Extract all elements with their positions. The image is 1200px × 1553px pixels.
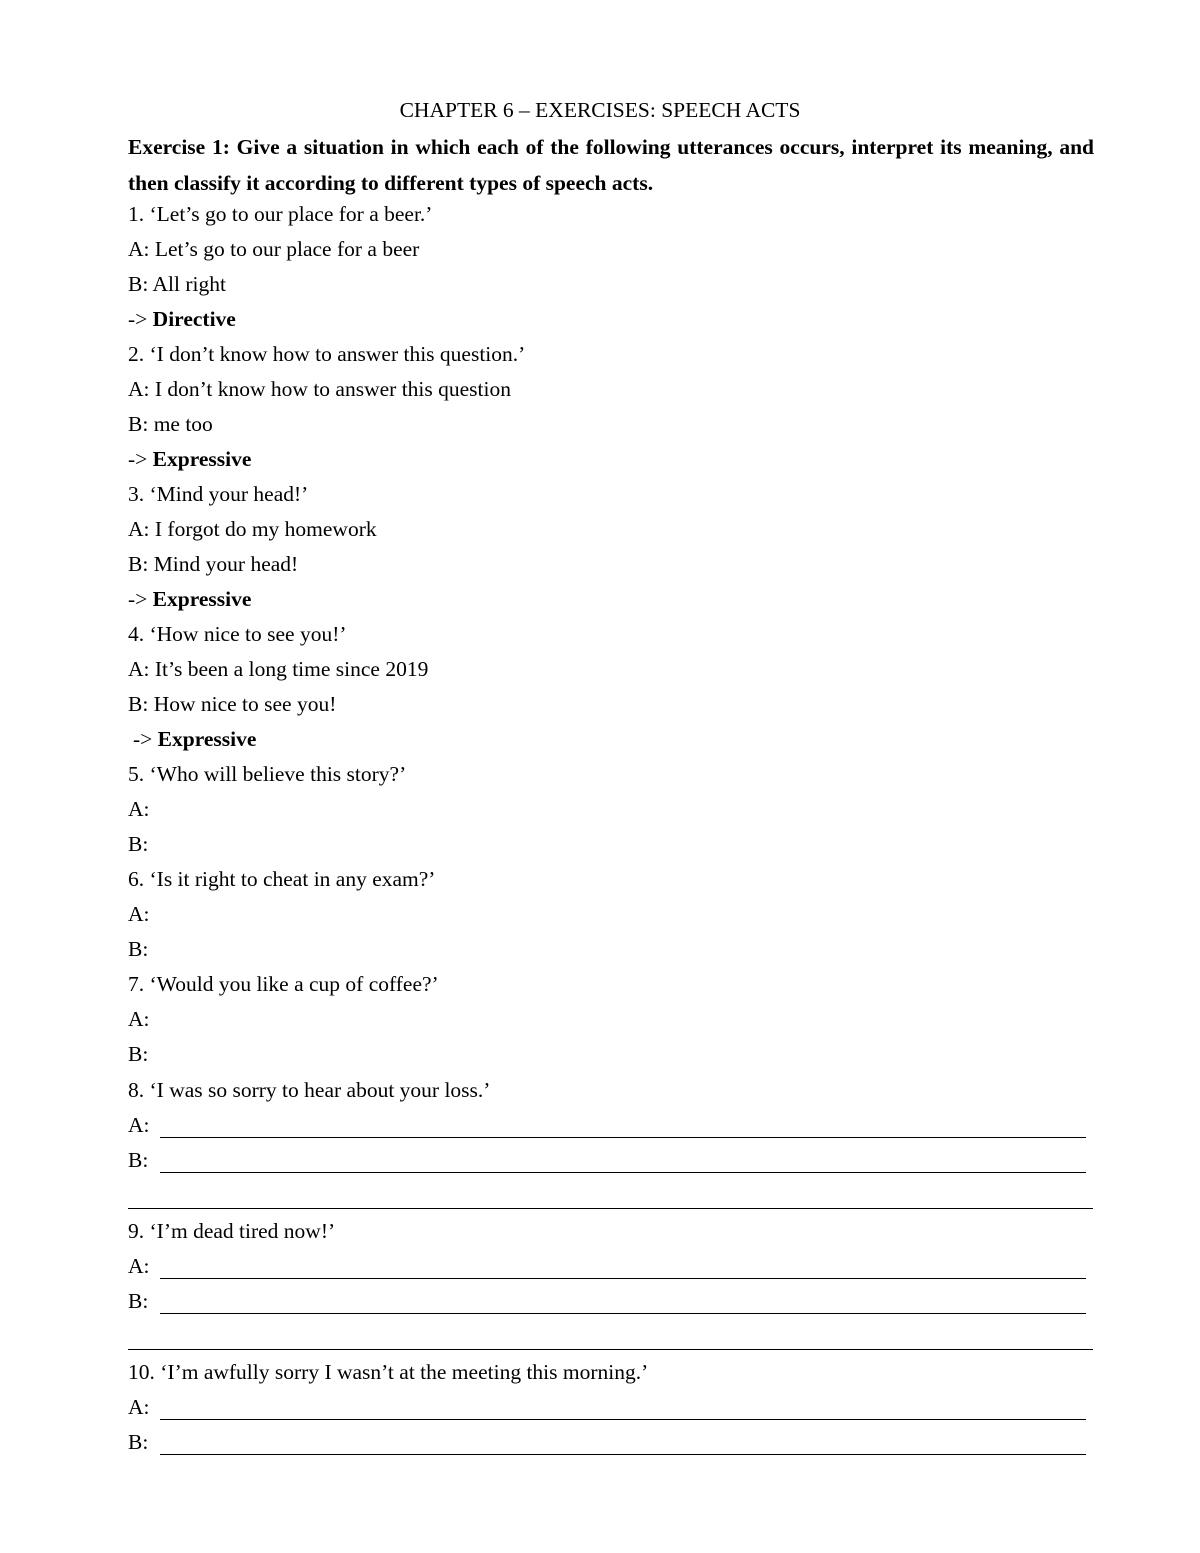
- speaker-a-line-8: A:: [128, 1113, 150, 1137]
- speaker-a-line-6: A:: [128, 902, 150, 926]
- answer-blank[interactable]: [128, 1208, 1093, 1209]
- exercise-instruction: Exercise 1: Give a situation in which each of the following utterances occurs, interpret its meaning, and then classify it according to different types of speech acts.: [128, 135, 1094, 195]
- utterance-7: 7. ‘Would you like a cup of coffee?’: [128, 972, 439, 996]
- answer-blank[interactable]: [128, 1349, 1093, 1350]
- speaker-b-line-7: B:: [128, 1042, 149, 1066]
- arrow: ->: [128, 587, 148, 611]
- chapter-title: CHAPTER 6 – EXERCISES: SPEECH ACTS: [399, 98, 801, 122]
- speaker-a-line-10: A:: [128, 1395, 150, 1419]
- speech-act-type: Directive: [152, 307, 236, 331]
- classification-3: [128, 582, 251, 617]
- speaker-a-line-2: A: I don’t know how to answer this question: [128, 377, 511, 401]
- utterance-6: 6. ‘Is it right to cheat in any exam?’: [128, 867, 436, 891]
- speaker-b-line-9: B:: [128, 1289, 149, 1313]
- arrow: ->: [128, 447, 148, 471]
- utterance-10: 10. ‘I’m awfully sorry I wasn’t at the meeting this morning.’: [128, 1360, 649, 1384]
- speaker-a-line-4: A: It’s been a long time since 2019: [128, 657, 429, 681]
- utterance-2: 2. ‘I don’t know how to answer this question.’: [128, 342, 526, 366]
- speaker-b-line-1: B: All right: [128, 272, 226, 296]
- answer-blank[interactable]: [160, 1419, 1086, 1420]
- speech-act-type: Expressive: [157, 727, 257, 751]
- answer-blank[interactable]: [160, 1137, 1086, 1138]
- classification-4: [133, 722, 256, 757]
- utterance-8: 8. ‘I was so sorry to hear about your loss.’: [128, 1078, 491, 1102]
- utterance-9: 9. ‘I’m dead tired now!’: [128, 1219, 336, 1243]
- classification-2: [128, 442, 251, 477]
- speaker-b-line-2: B: me too: [128, 412, 213, 436]
- arrow: ->: [133, 727, 153, 751]
- speaker-b-line-8: B:: [128, 1148, 149, 1172]
- speech-act-type: Expressive: [152, 447, 252, 471]
- speaker-a-line-7: A:: [128, 1007, 150, 1031]
- classification-1: [128, 302, 236, 337]
- speaker-b-line-10: B:: [128, 1430, 149, 1454]
- speaker-b-line-4: B: How nice to see you!: [128, 692, 337, 716]
- speech-act-type: Expressive: [152, 587, 252, 611]
- speaker-a-line-3: A: I forgot do my homework: [128, 517, 377, 541]
- answer-blank[interactable]: [160, 1454, 1086, 1455]
- utterance-3: 3. ‘Mind your head!’: [128, 482, 309, 506]
- speaker-b-line-6: B:: [128, 937, 149, 961]
- utterance-4: 4. ‘How nice to see you!’: [128, 622, 347, 646]
- arrow: ->: [128, 307, 148, 331]
- utterance-1: 1. ‘Let’s go to our place for a beer.’: [128, 202, 433, 226]
- speaker-a-line-1: A: Let’s go to our place for a beer: [128, 237, 420, 261]
- speaker-b-line-3: B: Mind your head!: [128, 552, 299, 576]
- answer-blank[interactable]: [160, 1172, 1086, 1173]
- speaker-a-line-9: A:: [128, 1254, 150, 1278]
- speaker-a-line-5: A:: [128, 797, 150, 821]
- speaker-b-line-5: B:: [128, 832, 149, 856]
- utterance-5: 5. ‘Who will believe this story?’: [128, 762, 407, 786]
- answer-blank[interactable]: [160, 1278, 1086, 1279]
- answer-blank[interactable]: [160, 1313, 1086, 1314]
